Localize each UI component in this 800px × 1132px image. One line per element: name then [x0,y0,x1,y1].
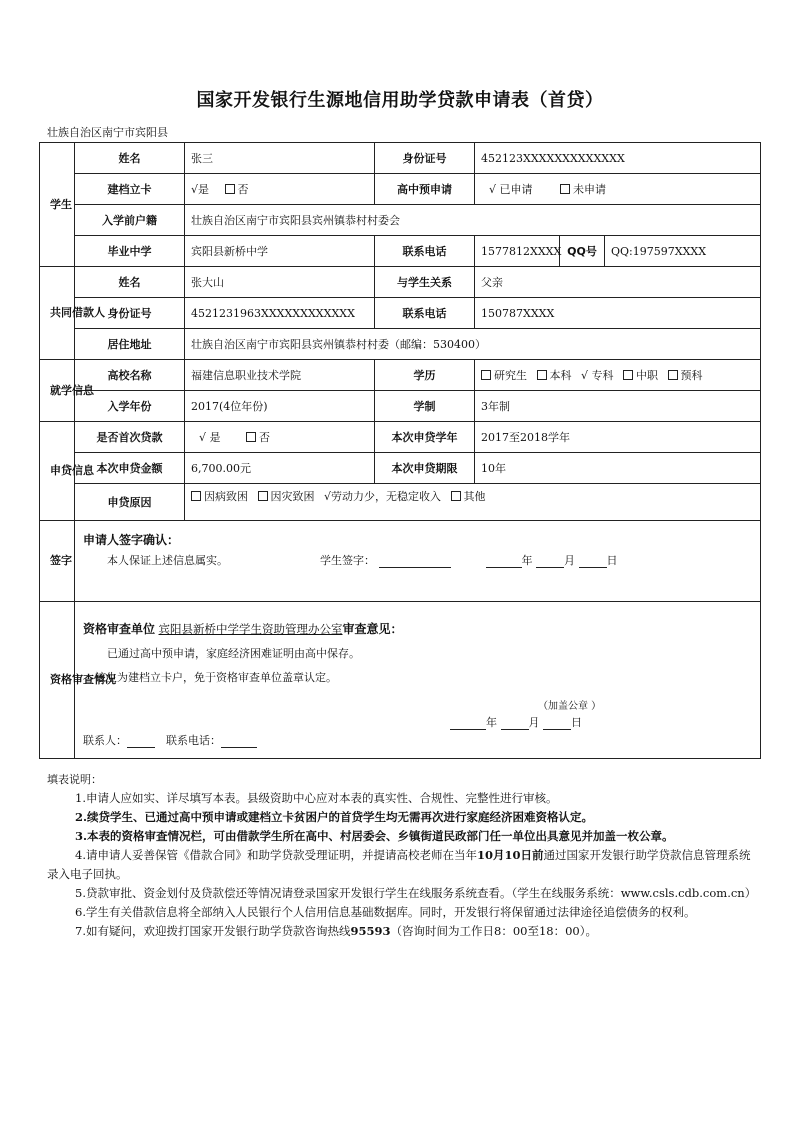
day-label: 日 [571,716,582,729]
checkbox-icon[interactable] [623,370,633,380]
term-value[interactable]: 10年 [475,453,761,484]
instruction-item: 7.如有疑问，欢迎拨打国家开发银行助学贷款咨询热线95593（咨询时间为工作日8：00至18：00）。 [75,924,597,938]
degree-option[interactable]: 研究生 [494,369,527,382]
reason-option[interactable]: √劳动力少，无稳定收入 [324,490,442,503]
amount-label: 本次申贷金额 [75,453,185,484]
section-coborrower: 共同借款人 [40,267,75,360]
contact-field[interactable] [127,734,155,748]
checkbox-icon[interactable] [537,370,547,380]
contact-phone-label: 联系电话： [166,734,221,747]
reason-option[interactable]: 其他 [463,490,486,503]
sign-heading: 申请人签字确认： [83,533,180,547]
checkbox-icon[interactable] [451,491,461,501]
degree-label: 学历 [375,360,475,391]
sign-month-field[interactable] [536,554,564,568]
instruction-item: 3.本表的资格审查情况栏，可由借款学生所在高中、村居委会、乡镇街道民政部门任一单位出具意见并加盖一枚公章。 [75,829,674,843]
section-review: 资格审查情况 [40,602,75,759]
coborrower-name-value[interactable]: 张大山 [185,267,375,298]
hukou-value[interactable]: 壮族自治区南宁市宾阳县宾州镇恭村村委会 [185,205,761,236]
first-loan-options[interactable] [185,422,375,453]
section-student: 学生 [40,143,75,267]
amount-value[interactable]: 6,700.00元 [185,453,375,484]
review-day-field[interactable] [543,716,571,730]
first-loan-label: 是否首次贷款 [75,422,185,453]
schoolyear-label: 本次申贷学年 [375,422,475,453]
checkbox-icon[interactable] [246,432,256,442]
college-label: 高校名称 [75,360,185,391]
review-year-field[interactable] [450,716,486,730]
reason-options[interactable] [185,484,761,521]
prereq-no-option[interactable]: 未申请 [573,183,607,196]
checkbox-icon[interactable] [668,370,678,380]
prereq-label: 高中预申请 [375,174,475,205]
card-no-option[interactable]: 否 [237,183,249,196]
instruction-item: 4.请申请人妥善保管《借款合同》和助学贷款受理证明，并提请高校老师在当年10月10日前通过国家开发银行助学贷款信息管理系统录入电子回执。 [47,848,751,881]
review-line-1: 已通过高中预申请，家庭经济困难证明由高中保存。 [107,647,360,660]
college-value[interactable]: 福建信息职业技术学院 [185,360,375,391]
school-value[interactable]: 宾阳县新桥中学 [185,236,375,267]
coborrower-id-value[interactable]: 4521231963XXXXXXXXXXXX [185,298,375,329]
relation-value[interactable]: 父亲 [475,267,761,298]
section-study: 就学信息 [40,360,75,422]
coborrower-name-label: 姓名 [75,267,185,298]
region-label: 壮族自治区南宁市宾阳县 [47,126,168,139]
year-label: 年 [521,554,533,567]
reason-option[interactable]: 因灾致困 [270,490,315,503]
coborrower-phone-value[interactable]: 150787XXXX [475,298,761,329]
checkbox-icon[interactable] [191,491,201,501]
review-month-field[interactable] [501,716,529,730]
degree-option[interactable]: 预科 [680,369,703,382]
reason-label: 申贷原因 [75,484,185,521]
card-options[interactable] [185,174,375,205]
first-loan-no[interactable]: 否 [259,431,271,444]
review-unit-label: 资格审查单位 [83,622,156,636]
contact-label: 联系人： [83,734,127,747]
form-title: 国家开发银行生源地信用助学贷款申请表（首贷） [196,90,604,111]
stamp-note: （加盖公章 ） [538,701,602,712]
student-phone-label: 联系电话 [375,236,475,267]
address-label: 居住地址 [75,329,185,360]
month-label: 月 [564,554,575,567]
student-name-value[interactable]: 张三 [185,143,375,174]
term-label: 本次申贷期限 [375,453,475,484]
checkbox-icon[interactable] [560,184,570,194]
student-id-value[interactable]: 452123XXXXXXXXXXXXX [475,143,761,174]
checkbox-icon[interactable] [481,370,491,380]
month-label: 月 [528,716,540,729]
year-value[interactable]: 2017(4位年份) [185,391,375,422]
prereq-options[interactable] [475,174,761,205]
day-label: 日 [606,554,618,567]
student-sign-label: 学生签字： [320,554,375,567]
instruction-item: 2.续贷学生、已通过高中预申请或建档立卡贫困户的首贷学生均无需再次进行家庭经济困难资格认定。 [75,810,593,824]
pledge-text: 本人保证上述信息属实。 [107,554,228,567]
checkbox-icon[interactable] [225,184,235,194]
instruction-item: 5.贷款审批、资金划付及贷款偿还等情况请登录国家开发银行学生在线服务系统查看。（学生在线服务系统：www.csls.cdb.com.cn） [75,886,757,900]
qq-value[interactable]: QQ:197597XXXX [605,236,761,267]
instructions-heading: 填表说明： [47,773,102,786]
degree-options[interactable] [475,360,761,391]
year-label: 年 [486,716,497,729]
section-loan: 申贷信息 [40,422,75,521]
review-line-2: 该生为建档立卡户，免于资格审查单位盖章认定。 [95,671,337,684]
student-sign-field[interactable] [379,554,451,568]
instruction-item: 1.申请人应如实、详尽填写本表。县级资助中心应对本表的真实性、合规性、完整性进行审核。 [75,791,558,805]
application-form [39,142,761,759]
sign-area [75,521,761,602]
instruction-item: 6.学生有关借款信息将全部纳入人民银行个人信用信息基础数据库。同时，开发银行将保留通过法律途径追偿债务的权利。 [75,905,696,919]
review-unit-value[interactable]: 宾阳县新桥中学学生资助管理办公室 [158,622,343,636]
review-opinion-label: 审查意见： [342,622,403,636]
first-loan-yes[interactable]: √ 是 [199,431,221,444]
coborrower-id-label: 身份证号 [75,298,185,329]
prereq-yes-option[interactable]: √ 已申请 [489,183,533,196]
review-unit-line [83,620,752,637]
qq-label: QQ号 [560,236,605,267]
student-name-label: 姓名 [75,143,185,174]
review-area [75,602,761,759]
sign-year-field[interactable] [486,554,522,568]
checkbox-icon[interactable] [258,491,268,501]
student-phone-value[interactable]: 1577812XXXX [475,236,560,267]
card-label: 建档立卡 [75,174,185,205]
review-contact-line [83,732,752,748]
coborrower-phone-label: 联系电话 [375,298,475,329]
schoolyear-value[interactable]: 2017至2018学年 [475,422,761,453]
relation-label: 与学生关系 [375,267,475,298]
degree-option[interactable]: 中职 [636,369,659,382]
contact-phone-field[interactable] [221,734,257,748]
length-value[interactable]: 3年制 [475,391,761,422]
school-label: 毕业中学 [75,236,185,267]
degree-option[interactable]: √ 专科 [581,369,614,382]
length-label: 学制 [375,391,475,422]
review-date-line [83,714,752,730]
reason-option[interactable]: 因病致困 [204,490,248,503]
address-value[interactable]: 壮族自治区南宁市宾阳县宾州镇恭村村委（邮编：530400） [185,329,761,360]
degree-option[interactable]: 本科 [549,369,572,382]
section-sign: 签字 [40,521,75,602]
card-yes-option[interactable]: √是 [191,183,210,196]
student-id-label: 身份证号 [375,143,475,174]
sign-day-field[interactable] [579,554,607,568]
instructions [47,770,757,941]
year-label: 入学年份 [75,391,185,422]
hukou-label: 入学前户籍 [75,205,185,236]
sign-line [83,552,752,568]
